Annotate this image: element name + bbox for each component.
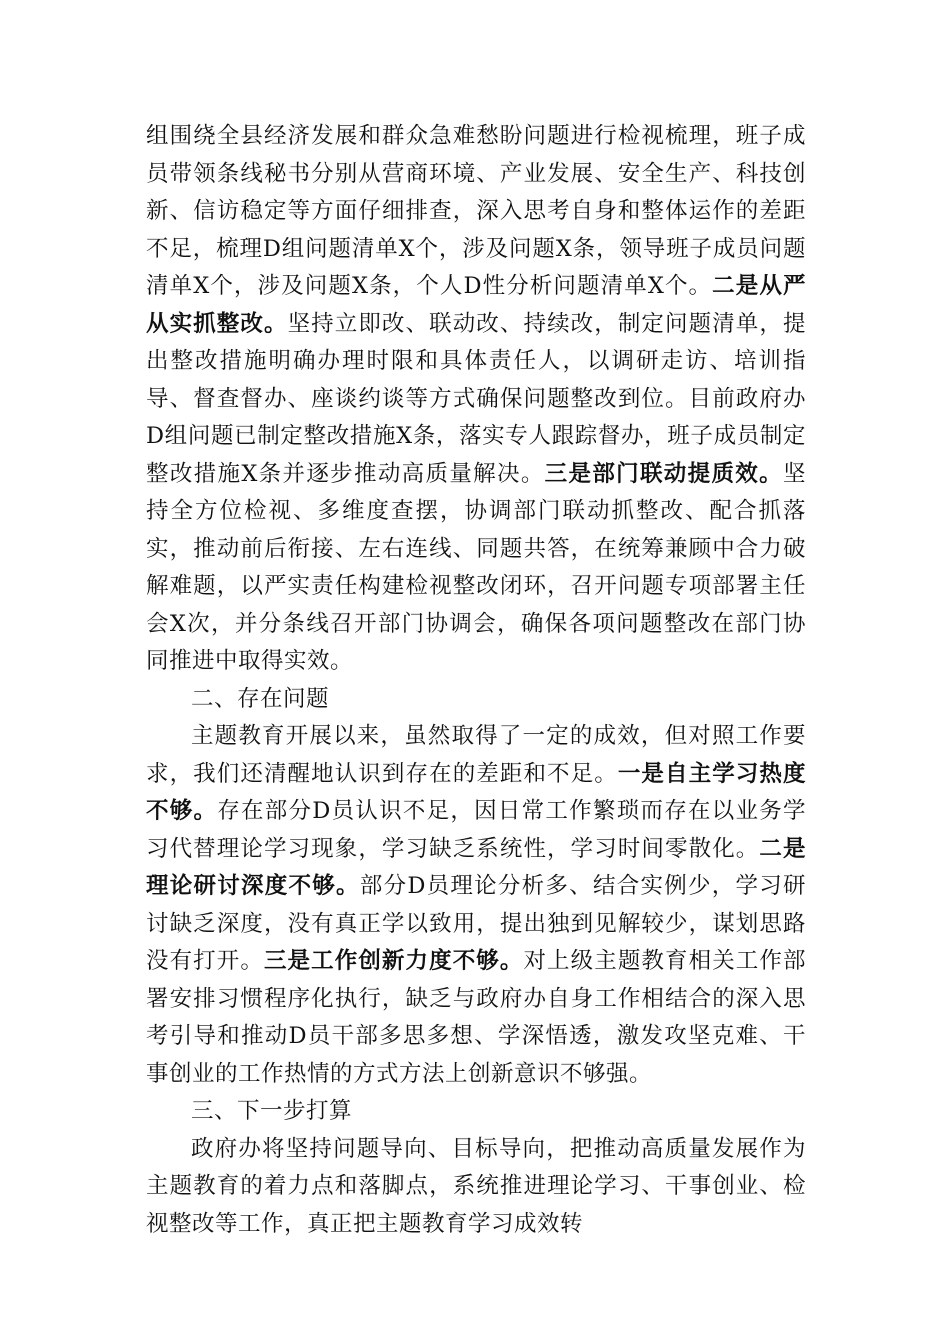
- paragraph-text: 组围绕全县经济发展和群众急难愁盼问题进行检视梳理，班子成员带领条线秘书分别从营商环境、产业发展、安全生产、科技创新、信访稳定等方面仔细排查，深入思考自身和整体运作的差距不足，梳理D组问题清单X个，涉及问题X条，领导班子成员问题清单X个，涉及问题X条，个人D性分析问题清单X个。: [146, 123, 806, 299]
- bold-lead-phrase: 二是理论研讨深度不够。: [146, 835, 806, 899]
- paragraph-text: 对上级主题教育相关工作部署安排习惯程序化执行，缺乏与政府办自身工作相结合的深入思考引导和推动D员干部多思多想、学深悟透，激发攻坚克难、干事创业的工作热情的方式方法上创新意识不够强。: [146, 948, 806, 1087]
- paragraph-next-steps: [146, 1131, 806, 1244]
- bold-lead-phrase: 三是工作创新力度不够。: [263, 948, 524, 974]
- paragraph-text: 存在部分D员认识不足，因日常工作繁琐而存在以业务学习代替理论学习现象，学习缺乏系统性，学习时间零散化。: [146, 798, 806, 862]
- section-heading-problems: 二、存在问题: [191, 685, 330, 712]
- section-heading-next-steps: 三、下一步打算: [191, 1098, 353, 1124]
- paragraph-rectification: [146, 118, 806, 681]
- paragraph-text: 部分D员理论分析多、结合实例少，学习研讨缺乏深度，没有真正学以致用，提出独到见解较少，谋划思路没有打开。: [146, 873, 806, 974]
- paragraph-text: 政府办将坚持问题导向、目标导向，把推动高质量发展作为主题教育的着力点和落脚点，系统推进理论学习、干事创业、检视整改等工作，真正把主题教育学习成效转: [146, 1135, 806, 1237]
- bold-lead-phrase: 二是从严从实抓整改。: [146, 273, 806, 337]
- document-page: [146, 118, 806, 1243]
- paragraph-text: 主题教育开展以来，虽然取得了一定的成效，但对照工作要求，我们还清醒地认识到存在的差距和不足。: [146, 723, 806, 787]
- bold-lead-phrase: 三是部门联动提质效。: [544, 460, 783, 487]
- paragraph-problems: [146, 718, 806, 1093]
- paragraph-text: 坚持全方位检视、多维度查摆，协调部门联动抓整改、配合抓落实，推动前后衔接、左右连线、同题共答，在统筹兼顾中合力破解难题，以严实责任构建检视整改闭环，召开问题专项部署主任会X次，并分条线召开部门协调会，确保各项问题整改在部门协同推进中取得实效。: [146, 460, 806, 674]
- bold-lead-phrase: 一是自主学习热度不够。: [146, 760, 806, 824]
- paragraph-text: 坚持立即改、联动改、持续改，制定问题清单，提出整改措施明确办理时限和具体责任人，以调研走访、培训指导、督查督办、座谈约谈等方式确保问题整改到位。目前政府办D组问题已制定整改措施X条，落实专人跟踪督办，班子成员制定整改措施X条并逐步推动高质量解决。: [146, 310, 806, 487]
